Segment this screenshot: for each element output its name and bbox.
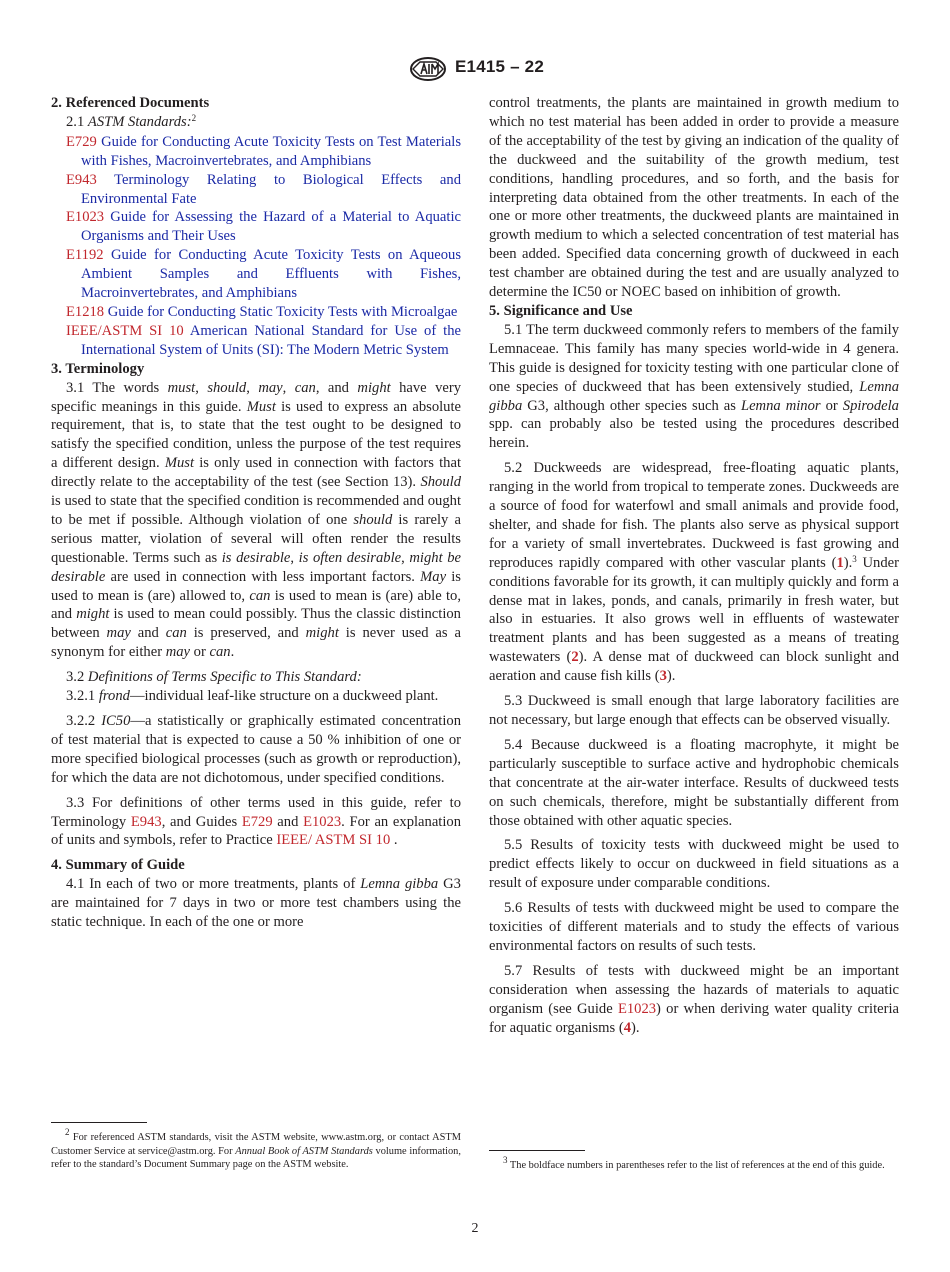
citation-link[interactable]: 1: [836, 554, 844, 571]
reference-link[interactable]: E729: [241, 813, 273, 830]
document-id: E1415 – 22: [455, 57, 544, 76]
reference-link[interactable]: IEEE/ASTM SI 10: [66, 322, 184, 339]
footnote-rule: [51, 1122, 147, 1123]
reference-title[interactable]: Guide for Conducting Acute Toxicity Tests on Aqueous Ambient Samples and Effluents with Fishes, Macroinvertebrates, and Amphibians: [81, 247, 461, 302]
footnote-3: [489, 1150, 899, 1173]
paragraph-5-7: 5.7 Results of tests with duckweed might be an important consideration when assessing the hazards of materials to aquatic organism (see Guide E1023) or when deriving water quality criteria for aquatic organisms (4).: [489, 962, 899, 1036]
paragraph-5-4: 5.4 Because duckweed is a floating macrophyte, it might be particularly susceptible to surface active and hydrophobic chemicals that concentrate at the air-water interface. Results of duckweed tests on such chemicals, therefore, might be substantially different from those obtained with other aquatic species.: [489, 736, 899, 829]
reference-link[interactable]: E1023: [617, 1000, 657, 1017]
reference-item: [51, 171, 461, 209]
reference-title[interactable]: Guide for Assessing the Hazard of a Material to Aquatic Organisms and Their Uses: [81, 209, 461, 245]
citation-link[interactable]: 2: [571, 649, 579, 666]
paragraph-3-2: 3.2 Definitions of Terms Specific to This Standard:: [66, 669, 362, 686]
reference-item: [51, 133, 461, 171]
reference-title[interactable]: Guide for Conducting Static Toxicity Tests with Microalgae: [107, 303, 458, 320]
reference-link[interactable]: E1192: [66, 247, 104, 264]
reference-title[interactable]: Guide for Conducting Acute Toxicity Tests on Test Materials with Fishes, Macroinvertebrates, and Amphibians: [81, 133, 462, 169]
reference-link[interactable]: E943: [130, 813, 162, 830]
paragraph-5-6: 5.6 Results of tests with duckweed might be used to compare the toxicities of different materials and to study the effects of various environmental factors on results of such tests.: [489, 900, 899, 954]
paragraph-5-5: 5.5 Results of toxicity tests with duckweed might be used to predict effects likely to occur on duckweed in field situations as a result of exposure under comparable conditions.: [489, 837, 899, 892]
page-header: [0, 56, 950, 84]
reference-item: [51, 322, 461, 360]
section-heading: 2. Referenced Documents: [51, 95, 210, 111]
reference-link[interactable]: E943: [66, 171, 97, 188]
section-heading: 5. Significance and Use: [489, 302, 633, 319]
reference-link[interactable]: E729: [66, 133, 97, 150]
section-heading: 3. Terminology: [51, 360, 145, 377]
reference-item: [51, 246, 461, 303]
reference-link[interactable]: E1023: [66, 209, 105, 226]
reference-list: [51, 133, 461, 360]
reference-title[interactable]: Terminology Relating to Biological Effects and Environmental Fate: [81, 171, 461, 207]
footnote-text: 2 For referenced ASTM standards, visit the ASTM website, www.astm.org, or contact ASTM Customer Service at service@astm.org. For Annual Book of ASTM Standards volume information, refer to the standard’s Document Summary page on the ASTM website.: [51, 1127, 461, 1171]
footnote-2: [51, 1122, 461, 1172]
paragraph-3-2-2: 3.2.2 IC50—a statistically or graphically estimated concentration of test material that is expected to cause a 50 % inhibition of one or more specified biological processes (such as growth or reproduction), for which the data are not dichotomous, under specified conditions.: [51, 713, 461, 786]
footnote-text: 3 The boldface numbers in parentheses refer to the list of references at the end of this guide.: [503, 1155, 885, 1171]
paragraph-3-2-1: 3.2.1 frond—individual leaf-like structure on a duckweed plant.: [66, 688, 439, 705]
paragraph-4-1-continued: control treatments, the plants are maintained in growth medium to which no test material has been added in order to provide a measure of the acceptability of the test by giving an indication of the quality of the duckweed and the suitability of the growth medium, test conditions, handling procedures, and so forth, and the basis for interpreting data obtained from the other treatments. In each of the one or more other treatments, the duckweed plants are maintained in growth medium to which a selected concentration of test material has been added. Specified data concerning growth of duckweed in each test chamber are obtained during the test and are usually analyzed to determine the IC50 or NOEC based on inhibition of growth.: [489, 95, 899, 301]
reference-title[interactable]: American National Standard for Use of the International System of Units (SI): The Modern Metric System: [81, 322, 461, 358]
paragraph-5-1: 5.1 The term duckweed commonly refers to members of the family Lemnaceae. This family has many species world-wide in 4 genera. This guide is designed for toxicity testing with one particular clone of one species of duckweed that has been extensively studied, Lemna gibba G3, although other species such as Lemna minor or Spirodela spp. can probably also be tested using the procedures described herein.: [489, 321, 899, 452]
reference-link[interactable]: E1218: [66, 303, 105, 320]
reference-link[interactable]: IEEE/ ASTM SI 10: [276, 832, 391, 849]
paragraph-3-3: 3.3 For definitions of other terms used in this guide, refer to Terminology E943, and Guides E729 and E1023. For an explanation of units and symbols, refer to Practice IEEE/ ASTM SI 10 .: [51, 794, 461, 849]
right-column: [489, 94, 899, 1044]
paragraph-5-2: 5.2 Duckweeds are widespread, free-floating aquatic plants, ranging in the world from tropical to temperate zones. Duckweeds are a source of food for waterfowl and small animals and provide food, shelter, and shade for fish. The plants also serve as physical support for a variety of small invertebrates. Duckweed is fast growing and reproduces rapidly compared with other vascular plants (1).$^3$ Under conditions favorable for its growth, it can multiply quickly and form a dense mat in lakes, ponds, and canals, primarily in fresh water, but also in estuaries. It also grows well in effluents of wastewater treatment plants and has been suggested as a means of treating wastewaters (2). A dense mat of duckweed can block sunlight and aeration and cause fish kills (3).: [489, 460, 899, 685]
subsection-title: 2.1 ASTM Standards:$^2$: [66, 112, 197, 130]
reference-link[interactable]: E1023: [303, 813, 342, 830]
reference-item: [51, 208, 461, 246]
section-heading: 4. Summary of Guide: [51, 857, 185, 874]
left-column: [51, 94, 461, 932]
citation-link[interactable]: 4: [623, 1019, 631, 1036]
paragraph-3-1: 3.1 The words must, should, may, can, and might have very specific meanings in this guide. Must is used to express an absolute requirement, that is, to state that the test ought to be designed to satisfy the specified condition, unless the purpose of the test requires a different design. Must is only used in connection with factors that directly relate to the acceptability of the test (see Section 13). Should is used to state that the specified condition is recommended and ought to be met if possible. Although violation of one should is rarely a serious matter, violation of several will often render the results questionable. Terms such as is desirable, is often desirable, might be desirable are used in connection with less important factors. May is used to mean is (are) allowed to, can is used to mean is (are) able to, and might is used to mean could possibly. Thus the classic distinction between may and can is preserved, and might is never used as a synonym for either may or can.: [51, 379, 462, 661]
footnote-rule: [489, 1150, 585, 1151]
page-number: 2: [471, 1221, 479, 1236]
reference-item: [51, 303, 461, 322]
citation-link[interactable]: 3: [659, 668, 667, 685]
paragraph-4-1: 4.1 In each of two or more treatments, plants of Lemna gibba G3 are maintained for 7 days in two or more test chambers using the static technique. In each of the one or more: [51, 876, 461, 931]
paragraph-5-3: 5.3 Duckweed is small enough that large laboratory facilities are not necessary, but large enough that effects can be observed visually.: [489, 693, 899, 728]
astm-logo: [408, 56, 448, 82]
